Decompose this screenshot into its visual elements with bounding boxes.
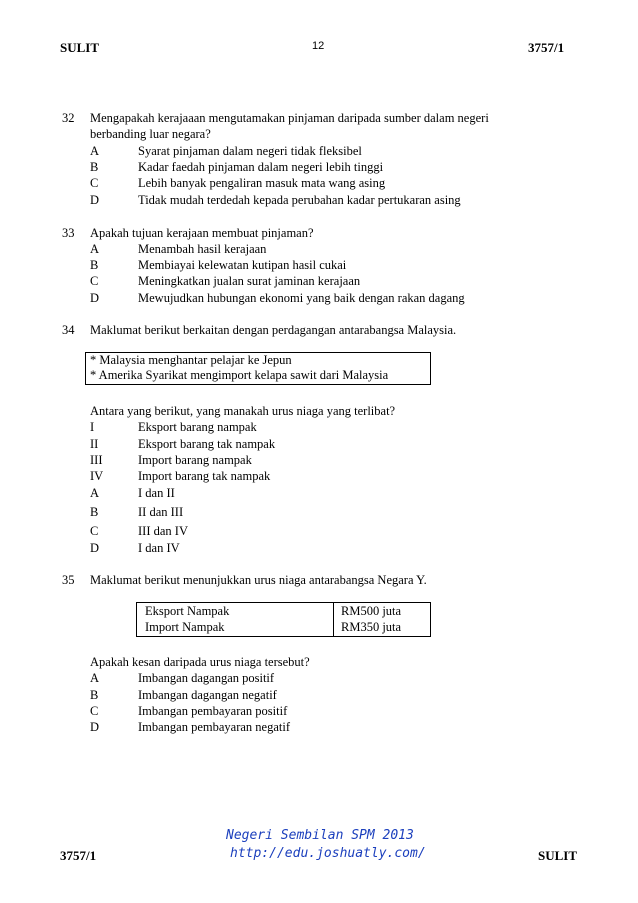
- option-label: C: [90, 524, 99, 538]
- question-text: Mengapakah kerajaaan mengutamakan pinjaman daripada sumber dalam negeri: [90, 111, 489, 125]
- option-text: Imbangan pembayaran positif: [138, 704, 288, 718]
- page-number: 12: [312, 40, 325, 52]
- option-label: B: [90, 688, 99, 702]
- table-cell-value: RM350 juta: [341, 620, 402, 634]
- option-label: D: [90, 541, 100, 555]
- info-table: [136, 602, 431, 637]
- question-text-continued: berbanding luar negara?: [90, 127, 211, 141]
- question-stem: Apakah kesan daripada urus niaga tersebut?: [90, 655, 310, 669]
- option-text: Imbangan pembayaran negatif: [138, 720, 291, 734]
- option-label: D: [90, 291, 100, 305]
- watermark-url[interactable]: http://edu.joshuatly.com/: [230, 846, 426, 861]
- option-label: B: [90, 160, 99, 174]
- option-text: Mewujudkan hubungan ekonomi yang baik dengan rakan dagang: [138, 291, 465, 305]
- watermark-title: Negeri Sembilan SPM 2013: [226, 828, 414, 843]
- option-text: Syarat pinjaman dalam negeri tidak fleksibel: [138, 144, 362, 158]
- question-number: 35: [62, 573, 75, 587]
- option-label: D: [90, 193, 100, 207]
- statement-text: Eksport barang nampak: [138, 420, 257, 434]
- question-number: 32: [62, 111, 75, 125]
- header-sulit-label: SULIT: [60, 40, 100, 55]
- question-number: 34: [62, 323, 75, 337]
- info-box: [85, 352, 431, 385]
- question-number: 33: [62, 226, 75, 240]
- option-label: B: [90, 505, 99, 519]
- option-label: A: [90, 486, 100, 500]
- option-text: Lebih banyak pengaliran masuk mata wang asing: [138, 176, 386, 190]
- question-text: Maklumat berikut berkaitan dengan perdagangan antarabangsa Malaysia.: [90, 323, 457, 337]
- question-text: Apakah tujuan kerajaan membuat pinjaman?: [90, 226, 314, 240]
- statement-label: IV: [90, 469, 104, 483]
- header-paper-code: 3757/1: [528, 40, 565, 55]
- info-box-line: * Amerika Syarikat mengimport kelapa sawit dari Malaysia: [90, 368, 389, 382]
- option-label: D: [90, 720, 100, 734]
- option-text: Tidak mudah terdedah kepada perubahan kadar pertukaran asing: [138, 193, 461, 207]
- question-stem: Antara yang berikut, yang manakah urus niaga yang terlibat?: [90, 404, 396, 418]
- option-label: B: [90, 258, 99, 272]
- option-text: Imbangan dagangan negatif: [138, 688, 277, 702]
- option-text: III dan IV: [138, 524, 188, 538]
- table-cell-item: Import Nampak: [145, 620, 225, 634]
- statement-text: Import barang tak nampak: [138, 469, 271, 483]
- option-text: Membiayai kelewatan kutipan hasil cukai: [138, 258, 347, 272]
- option-label: C: [90, 274, 99, 288]
- table-cell-item: Eksport Nampak: [145, 604, 230, 618]
- option-label: A: [90, 242, 100, 256]
- option-label: A: [90, 671, 100, 685]
- footer-paper-code: 3757/1: [60, 848, 97, 863]
- footer-sulit-label: SULIT: [538, 848, 578, 863]
- table-cell-value: RM500 juta: [341, 604, 402, 618]
- option-text: II dan III: [138, 505, 184, 519]
- question-text: Maklumat berikut menunjukkan urus niaga antarabangsa Negara Y.: [90, 573, 427, 587]
- info-box-line: * Malaysia menghantar pelajar ke Jepun: [90, 353, 292, 367]
- option-text: Menambah hasil kerajaan: [138, 242, 267, 256]
- option-label: C: [90, 176, 99, 190]
- option-text: I dan IV: [138, 541, 180, 555]
- statement-label: III: [90, 453, 103, 467]
- table-divider: [333, 603, 334, 636]
- option-label: C: [90, 704, 99, 718]
- statement-label: I: [90, 420, 95, 434]
- option-label: A: [90, 144, 100, 158]
- statement-text: Import barang nampak: [138, 453, 252, 467]
- statement-label: II: [90, 437, 99, 451]
- option-text: Imbangan dagangan positif: [138, 671, 275, 685]
- option-text: I dan II: [138, 486, 175, 500]
- option-text: Meningkatkan jualan surat jaminan kerajaan: [138, 274, 361, 288]
- statement-text: Eksport barang tak nampak: [138, 437, 276, 451]
- option-text: Kadar faedah pinjaman dalam negeri lebih tinggi: [138, 160, 384, 174]
